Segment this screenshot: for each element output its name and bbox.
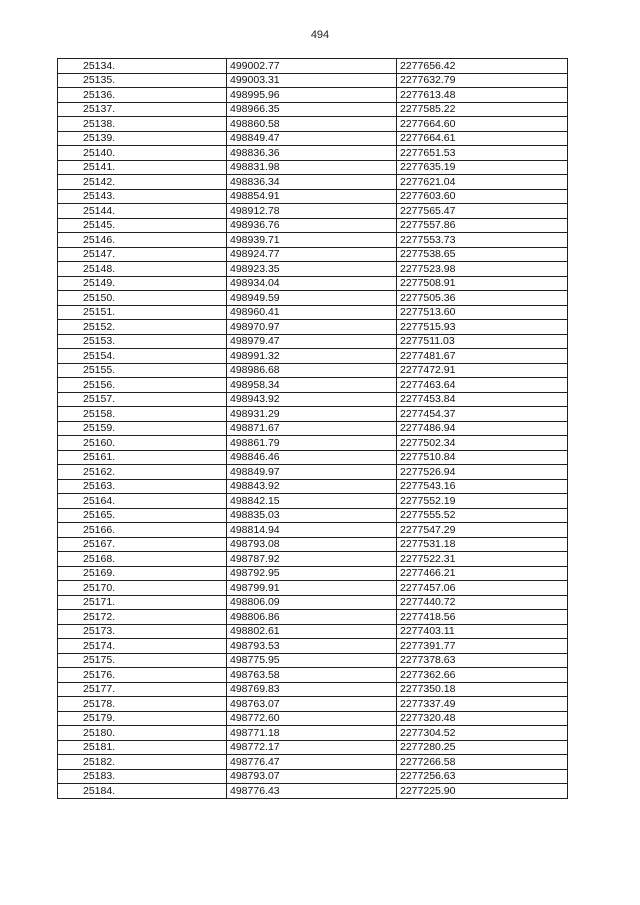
x-coordinate-cell: 498836.34 [227, 175, 397, 190]
y-coordinate-cell: 2277266.58 [397, 755, 568, 770]
point-number-cell: 25141. [58, 160, 227, 175]
y-coordinate-cell: 2277466.21 [397, 566, 568, 581]
point-number-cell: 25161. [58, 450, 227, 465]
y-coordinate-cell: 2277511.03 [397, 334, 568, 349]
table-row [58, 392, 568, 407]
y-coordinate-cell: 2277454.37 [397, 407, 568, 422]
table-row [58, 305, 568, 320]
x-coordinate-cell: 499003.31 [227, 73, 397, 88]
point-number-cell: 25144. [58, 204, 227, 219]
x-coordinate-cell: 498966.35 [227, 102, 397, 117]
x-coordinate-cell: 498831.98 [227, 160, 397, 175]
point-number-cell: 25184. [58, 784, 227, 799]
point-number-cell: 25178. [58, 697, 227, 712]
y-coordinate-cell: 2277510.84 [397, 450, 568, 465]
y-coordinate-cell: 2277523.98 [397, 262, 568, 277]
table-row [58, 639, 568, 654]
point-number-cell: 25162. [58, 465, 227, 480]
x-coordinate-cell: 498772.60 [227, 711, 397, 726]
point-number-cell: 25152. [58, 320, 227, 335]
x-coordinate-cell: 498787.92 [227, 552, 397, 567]
y-coordinate-cell: 2277651.53 [397, 146, 568, 161]
point-number-cell: 25164. [58, 494, 227, 509]
point-number-cell: 25143. [58, 189, 227, 204]
point-number-cell: 25181. [58, 740, 227, 755]
table-row [58, 450, 568, 465]
y-coordinate-cell: 2277543.16 [397, 479, 568, 494]
x-coordinate-cell: 498799.91 [227, 581, 397, 596]
y-coordinate-cell: 2277256.63 [397, 769, 568, 784]
point-number-cell: 25166. [58, 523, 227, 538]
table-row [58, 421, 568, 436]
table-row [58, 581, 568, 596]
table-row [58, 479, 568, 494]
table-row [58, 247, 568, 262]
y-coordinate-cell: 2277505.36 [397, 291, 568, 306]
point-number-cell: 25182. [58, 755, 227, 770]
point-number-cell: 25163. [58, 479, 227, 494]
point-number-cell: 25174. [58, 639, 227, 654]
point-number-cell: 25140. [58, 146, 227, 161]
point-number-cell: 25146. [58, 233, 227, 248]
x-coordinate-cell: 498835.03 [227, 508, 397, 523]
x-coordinate-cell: 498793.53 [227, 639, 397, 654]
y-coordinate-cell: 2277463.64 [397, 378, 568, 393]
x-coordinate-cell: 498923.35 [227, 262, 397, 277]
table-row [58, 276, 568, 291]
table-row [58, 146, 568, 161]
y-coordinate-cell: 2277472.91 [397, 363, 568, 378]
point-number-cell: 25135. [58, 73, 227, 88]
point-number-cell: 25171. [58, 595, 227, 610]
x-coordinate-cell: 498763.58 [227, 668, 397, 683]
y-coordinate-cell: 2277515.93 [397, 320, 568, 335]
y-coordinate-cell: 2277418.56 [397, 610, 568, 625]
y-coordinate-cell: 2277552.19 [397, 494, 568, 509]
table-row [58, 508, 568, 523]
point-number-cell: 25149. [58, 276, 227, 291]
point-number-cell: 25150. [58, 291, 227, 306]
y-coordinate-cell: 2277304.52 [397, 726, 568, 741]
y-coordinate-cell: 2277453.84 [397, 392, 568, 407]
table-row [58, 378, 568, 393]
y-coordinate-cell: 2277553.73 [397, 233, 568, 248]
point-number-cell: 25136. [58, 88, 227, 103]
point-number-cell: 25139. [58, 131, 227, 146]
table-row [58, 595, 568, 610]
table-row [58, 769, 568, 784]
x-coordinate-cell: 498960.41 [227, 305, 397, 320]
table-row [58, 407, 568, 422]
x-coordinate-cell: 498843.92 [227, 479, 397, 494]
y-coordinate-cell: 2277280.25 [397, 740, 568, 755]
x-coordinate-cell: 498931.29 [227, 407, 397, 422]
x-coordinate-cell: 498871.67 [227, 421, 397, 436]
point-number-cell: 25168. [58, 552, 227, 567]
x-coordinate-cell: 498991.32 [227, 349, 397, 364]
x-coordinate-cell: 498775.95 [227, 653, 397, 668]
y-coordinate-cell: 2277565.47 [397, 204, 568, 219]
table-row [58, 291, 568, 306]
table-row [58, 755, 568, 770]
x-coordinate-cell: 498939.71 [227, 233, 397, 248]
y-coordinate-cell: 2277362.66 [397, 668, 568, 683]
table-row [58, 320, 568, 335]
point-number-cell: 25138. [58, 117, 227, 132]
table-row [58, 740, 568, 755]
y-coordinate-cell: 2277225.90 [397, 784, 568, 799]
x-coordinate-cell: 498924.77 [227, 247, 397, 262]
point-number-cell: 25155. [58, 363, 227, 378]
x-coordinate-cell: 498842.15 [227, 494, 397, 509]
table-row [58, 566, 568, 581]
point-number-cell: 25170. [58, 581, 227, 596]
y-coordinate-cell: 2277481.67 [397, 349, 568, 364]
y-coordinate-cell: 2277391.77 [397, 639, 568, 654]
y-coordinate-cell: 2277457.06 [397, 581, 568, 596]
table-row [58, 160, 568, 175]
y-coordinate-cell: 2277555.52 [397, 508, 568, 523]
y-coordinate-cell: 2277508.91 [397, 276, 568, 291]
table-row [58, 131, 568, 146]
x-coordinate-cell: 498986.68 [227, 363, 397, 378]
point-number-cell: 25183. [58, 769, 227, 784]
point-number-cell: 25159. [58, 421, 227, 436]
x-coordinate-cell: 498912.78 [227, 204, 397, 219]
x-coordinate-cell: 498814.94 [227, 523, 397, 538]
x-coordinate-cell: 498854.91 [227, 189, 397, 204]
table-row [58, 523, 568, 538]
y-coordinate-cell: 2277350.18 [397, 682, 568, 697]
x-coordinate-cell: 498772.17 [227, 740, 397, 755]
table-row [58, 624, 568, 639]
point-number-cell: 25142. [58, 175, 227, 190]
table-row [58, 726, 568, 741]
point-number-cell: 25145. [58, 218, 227, 233]
table-row [58, 88, 568, 103]
table-row [58, 204, 568, 219]
y-coordinate-cell: 2277531.18 [397, 537, 568, 552]
table-row [58, 334, 568, 349]
table-row [58, 494, 568, 509]
x-coordinate-cell: 498849.97 [227, 465, 397, 480]
table-row [58, 262, 568, 277]
x-coordinate-cell: 498861.79 [227, 436, 397, 451]
y-coordinate-cell: 2277603.60 [397, 189, 568, 204]
table-row [58, 175, 568, 190]
x-coordinate-cell: 498802.61 [227, 624, 397, 639]
x-coordinate-cell: 498979.47 [227, 334, 397, 349]
x-coordinate-cell: 498776.47 [227, 755, 397, 770]
y-coordinate-cell: 2277613.48 [397, 88, 568, 103]
y-coordinate-cell: 2277538.65 [397, 247, 568, 262]
point-number-cell: 25147. [58, 247, 227, 262]
y-coordinate-cell: 2277378.63 [397, 653, 568, 668]
table-row [58, 653, 568, 668]
point-number-cell: 25157. [58, 392, 227, 407]
table-row [58, 102, 568, 117]
x-coordinate-cell: 498771.18 [227, 726, 397, 741]
y-coordinate-cell: 2277337.49 [397, 697, 568, 712]
point-number-cell: 25134. [58, 59, 227, 74]
y-coordinate-cell: 2277526.94 [397, 465, 568, 480]
y-coordinate-cell: 2277513.60 [397, 305, 568, 320]
y-coordinate-cell: 2277403.11 [397, 624, 568, 639]
point-number-cell: 25177. [58, 682, 227, 697]
y-coordinate-cell: 2277635.19 [397, 160, 568, 175]
table-row [58, 697, 568, 712]
y-coordinate-cell: 2277547.29 [397, 523, 568, 538]
table-row [58, 436, 568, 451]
x-coordinate-cell: 498806.09 [227, 595, 397, 610]
table-row [58, 218, 568, 233]
x-coordinate-cell: 498846.46 [227, 450, 397, 465]
x-coordinate-cell: 498793.07 [227, 769, 397, 784]
table-row [58, 349, 568, 364]
y-coordinate-cell: 2277502.34 [397, 436, 568, 451]
x-coordinate-cell: 498792.95 [227, 566, 397, 581]
x-coordinate-cell: 498958.34 [227, 378, 397, 393]
x-coordinate-cell: 498949.59 [227, 291, 397, 306]
point-number-cell: 25167. [58, 537, 227, 552]
point-number-cell: 25176. [58, 668, 227, 683]
point-number-cell: 25173. [58, 624, 227, 639]
point-number-cell: 25172. [58, 610, 227, 625]
x-coordinate-cell: 498806.86 [227, 610, 397, 625]
point-number-cell: 25165. [58, 508, 227, 523]
x-coordinate-cell: 498936.76 [227, 218, 397, 233]
y-coordinate-cell: 2277585.22 [397, 102, 568, 117]
x-coordinate-cell: 498860.58 [227, 117, 397, 132]
x-coordinate-cell: 498943.92 [227, 392, 397, 407]
point-number-cell: 25148. [58, 262, 227, 277]
point-number-cell: 25180. [58, 726, 227, 741]
x-coordinate-cell: 498763.07 [227, 697, 397, 712]
y-coordinate-cell: 2277664.60 [397, 117, 568, 132]
table-row [58, 552, 568, 567]
point-number-cell: 25156. [58, 378, 227, 393]
table-row [58, 784, 568, 799]
table-row [58, 682, 568, 697]
coordinates-table-body [58, 59, 568, 799]
y-coordinate-cell: 2277621.04 [397, 175, 568, 190]
point-number-cell: 25160. [58, 436, 227, 451]
y-coordinate-cell: 2277486.94 [397, 421, 568, 436]
point-number-cell: 25169. [58, 566, 227, 581]
x-coordinate-cell: 498934.04 [227, 276, 397, 291]
table-row [58, 610, 568, 625]
x-coordinate-cell: 498836.36 [227, 146, 397, 161]
y-coordinate-cell: 2277656.42 [397, 59, 568, 74]
x-coordinate-cell: 498970.97 [227, 320, 397, 335]
point-number-cell: 25158. [58, 407, 227, 422]
table-row [58, 59, 568, 74]
x-coordinate-cell: 498769.83 [227, 682, 397, 697]
table-row [58, 711, 568, 726]
y-coordinate-cell: 2277664.61 [397, 131, 568, 146]
point-number-cell: 25175. [58, 653, 227, 668]
point-number-cell: 25153. [58, 334, 227, 349]
table-row [58, 73, 568, 88]
y-coordinate-cell: 2277557.86 [397, 218, 568, 233]
table-row [58, 668, 568, 683]
y-coordinate-cell: 2277522.31 [397, 552, 568, 567]
point-number-cell: 25179. [58, 711, 227, 726]
y-coordinate-cell: 2277320.48 [397, 711, 568, 726]
table-row [58, 363, 568, 378]
table-row [58, 189, 568, 204]
point-number-cell: 25137. [58, 102, 227, 117]
page-number: 494 [310, 29, 330, 41]
point-number-cell: 25151. [58, 305, 227, 320]
table-row [58, 465, 568, 480]
table-row [58, 117, 568, 132]
x-coordinate-cell: 498849.47 [227, 131, 397, 146]
x-coordinate-cell: 498776.43 [227, 784, 397, 799]
x-coordinate-cell: 498793.08 [227, 537, 397, 552]
x-coordinate-cell: 498995.96 [227, 88, 397, 103]
y-coordinate-cell: 2277440.72 [397, 595, 568, 610]
table-row [58, 537, 568, 552]
x-coordinate-cell: 499002.77 [227, 59, 397, 74]
table-row [58, 233, 568, 248]
point-number-cell: 25154. [58, 349, 227, 364]
y-coordinate-cell: 2277632.79 [397, 73, 568, 88]
coordinates-table [57, 58, 568, 799]
